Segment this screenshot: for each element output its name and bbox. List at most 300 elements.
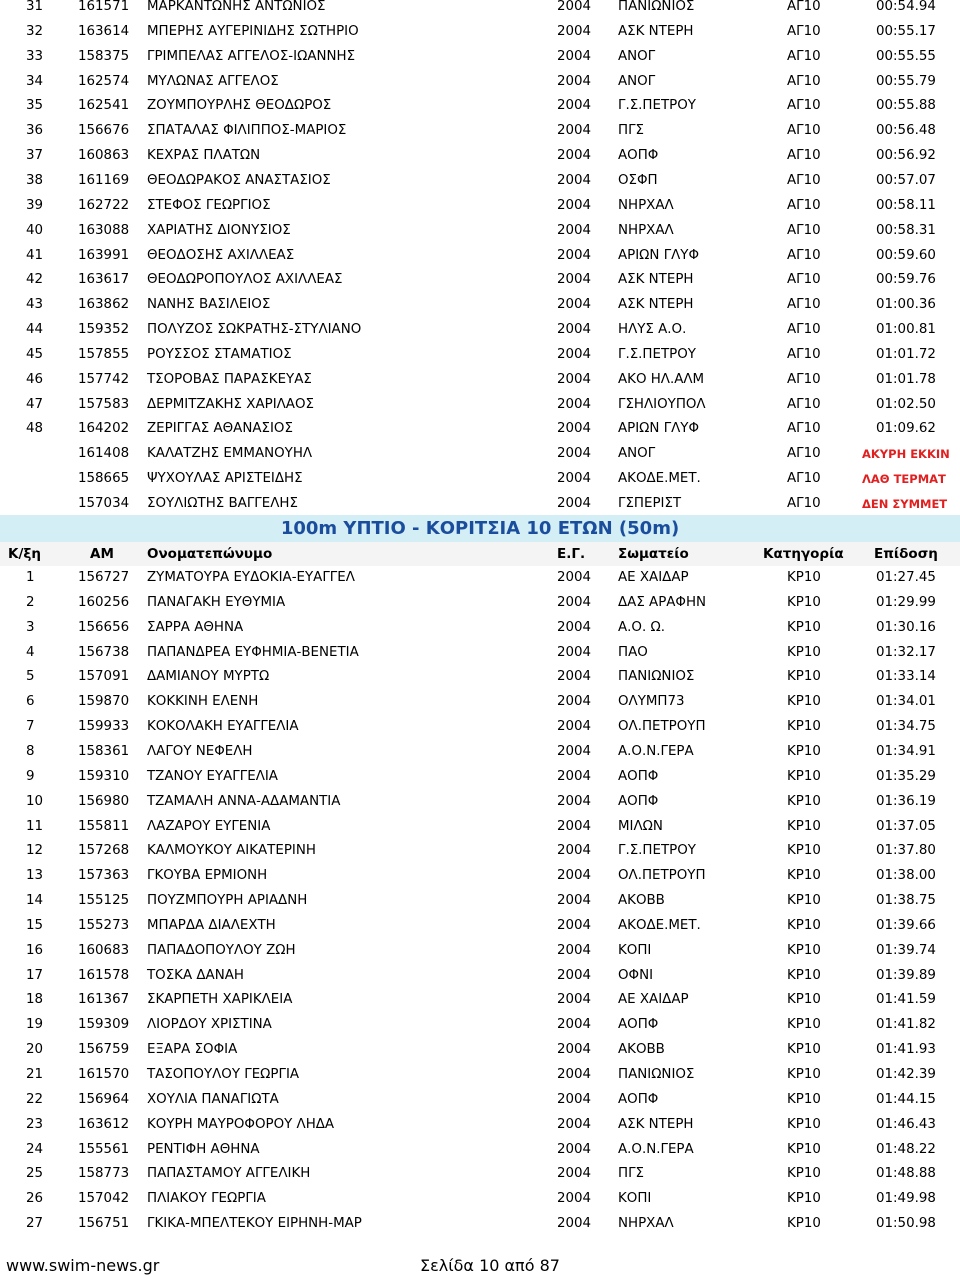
club-cell: ΓΣΗΛΙΟΥΠΟΛ <box>618 396 706 412</box>
name-cell: ΚΑΛΜΟΥΚΟΥ ΑΙΚΑΤΕΡΙΝΗ <box>147 843 316 859</box>
time-cell: 00:54.94 <box>876 0 936 14</box>
rank-cell: 38 <box>26 172 44 188</box>
am-cell: 160683 <box>78 942 130 958</box>
year-cell: 2004 <box>557 743 592 759</box>
table-row <box>0 20 960 45</box>
table-row <box>0 94 960 119</box>
rank-cell: 11 <box>26 818 44 834</box>
am-cell: 157042 <box>78 1191 130 1207</box>
category-cell: ΚΡ10 <box>787 917 821 933</box>
rank-cell: 45 <box>26 346 44 362</box>
time-cell: 01:00.36 <box>876 297 936 313</box>
category-cell: ΑΓ10 <box>787 346 821 362</box>
category-cell: ΑΓ10 <box>787 247 821 263</box>
name-cell: ΚΑΛΑΤΖΗΣ ΕΜΜΑΝΟΥΗΛ <box>147 446 313 462</box>
time-cell: 01:49.98 <box>876 1191 936 1207</box>
name-cell: ΜΠΕΡΗΣ ΑΥΓΕΡΙΝΙΔΗΣ ΣΩΤΗΡΙΟ <box>147 23 359 39</box>
category-cell: ΚΡ10 <box>787 619 821 635</box>
category-cell: ΑΓ10 <box>787 371 821 387</box>
category-cell: ΑΓ10 <box>787 23 821 39</box>
name-cell: ΔΕΡΜΙΤΖΑΚΗΣ ΧΑΡΙΛΑΟΣ <box>147 396 314 412</box>
status-cell: ΛΑΘ ΤΕΡΜΑΤ <box>862 472 946 487</box>
name-cell: ΧΟΥΛΙΑ ΠΑΝΑΓΙΩΤΑ <box>147 1091 279 1107</box>
club-cell: ΟΛ.ΠΕΤΡΟΥΠ <box>618 868 706 884</box>
name-cell: ΠΛΙΑΚΟΥ ΓΕΩΡΓΙΑ <box>147 1191 266 1207</box>
table-row <box>0 417 960 442</box>
rank-cell: 15 <box>26 917 44 933</box>
am-cell: 155561 <box>78 1141 130 1157</box>
am-cell: 157091 <box>78 669 130 685</box>
time-cell: 01:39.89 <box>876 967 936 983</box>
year-cell: 2004 <box>557 768 592 784</box>
name-cell: ΘΕΟΔΩΡΟΠΟΥΛΟΣ ΑΧΙΛΛΕΑΣ <box>147 272 343 288</box>
name-cell: ΘΕΟΔΟΣΗΣ ΑΧΙΛΛΕΑΣ <box>147 247 295 263</box>
club-cell: Α.Ο.Ν.ΓΕΡΑ <box>618 743 694 759</box>
am-cell: 162574 <box>78 73 130 89</box>
category-cell: ΚΡ10 <box>787 743 821 759</box>
rank-cell: 14 <box>26 893 44 909</box>
club-cell: ΑΝΟΓ <box>618 73 656 89</box>
club-cell: ΑΚΟ ΗΛ.ΑΛΜ <box>618 371 705 387</box>
category-cell: ΑΓ10 <box>787 48 821 64</box>
year-cell: 2004 <box>557 23 592 39</box>
club-cell: ΝΗΡΧΑΛ <box>618 222 674 238</box>
table-row <box>0 1187 960 1212</box>
category-cell: ΑΓ10 <box>787 98 821 114</box>
club-cell: ΑΟΠΦ <box>618 768 659 784</box>
time-cell: 01:37.05 <box>876 818 936 834</box>
category-cell: ΚΡ10 <box>787 893 821 909</box>
table-row <box>0 442 960 467</box>
year-cell: 2004 <box>557 98 592 114</box>
category-cell: ΚΡ10 <box>787 669 821 685</box>
year-cell: 2004 <box>557 967 592 983</box>
table-row <box>0 244 960 269</box>
rank-cell: 34 <box>26 73 44 89</box>
time-cell: 01:34.01 <box>876 694 936 710</box>
category-cell: ΑΓ10 <box>787 172 821 188</box>
name-cell: ΚΟΚΟΛΑΚΗ ΕΥΑΓΓΕΛΙΑ <box>147 719 299 735</box>
club-cell: ΝΗΡΧΑΛ <box>618 1216 674 1232</box>
category-cell: ΑΓ10 <box>787 471 821 487</box>
am-cell: 156738 <box>78 644 130 660</box>
club-cell: ΠΓΣ <box>618 123 644 139</box>
name-cell: ΓΚΟΥΒΑ ΕΡΜΙΟΝΗ <box>147 868 268 884</box>
time-cell: 01:33.14 <box>876 669 936 685</box>
table-row <box>0 1013 960 1038</box>
name-cell: ΠΑΠΑΔΟΠΟΥΛΟΥ ΖΩΗ <box>147 942 296 958</box>
rank-cell: 2 <box>26 594 35 610</box>
name-cell: ΜΑΡΚΑΝΤΩΝΗΣ ΑΝΤΩΝΙΟΣ <box>147 0 326 14</box>
table-row <box>0 144 960 169</box>
rank-cell: 27 <box>26 1216 44 1232</box>
year-cell: 2004 <box>557 272 592 288</box>
club-cell: ΟΦΝΙ <box>618 967 654 983</box>
am-cell: 163991 <box>78 247 130 263</box>
category-cell: ΚΡ10 <box>787 1191 821 1207</box>
time-cell: 01:34.75 <box>876 719 936 735</box>
rank-cell: 47 <box>26 396 44 412</box>
name-cell: ΝΑΝΗΣ ΒΑΣΙΛΕΙΟΣ <box>147 297 271 313</box>
time-cell: 01:39.66 <box>876 917 936 933</box>
am-cell: 157363 <box>78 868 130 884</box>
table-row <box>0 1038 960 1063</box>
table-row <box>0 815 960 840</box>
club-cell: ΑΡΙΩΝ ΓΛΥΦ <box>618 247 700 263</box>
table-row <box>0 1063 960 1088</box>
time-cell: 01:35.29 <box>876 768 936 784</box>
rank-cell: 20 <box>26 1042 44 1058</box>
name-cell: ΠΑΠΑΝΔΡΕΑ ΕΥΦΗΜΙΑ-ΒΕΝΕΤΙΑ <box>147 644 359 660</box>
year-cell: 2004 <box>557 421 592 437</box>
time-cell: 01:46.43 <box>876 1116 936 1132</box>
category-cell: ΑΓ10 <box>787 496 821 511</box>
header-time: Επίδοση <box>874 546 938 562</box>
category-cell: ΑΓ10 <box>787 446 821 462</box>
time-cell: 01:41.59 <box>876 992 936 1008</box>
rank-cell: 13 <box>26 868 44 884</box>
am-cell: 160256 <box>78 594 130 610</box>
category-cell: ΑΓ10 <box>787 396 821 412</box>
time-cell: 00:55.79 <box>876 73 936 89</box>
table-row <box>0 665 960 690</box>
category-cell: ΚΡ10 <box>787 942 821 958</box>
time-cell: 00:56.92 <box>876 148 936 164</box>
am-cell: 157855 <box>78 346 130 362</box>
rank-cell: 37 <box>26 148 44 164</box>
club-cell: ΑΟΠΦ <box>618 1017 659 1033</box>
club-cell: ΑΣΚ ΝΤΕΡΗ <box>618 297 694 313</box>
am-cell: 156759 <box>78 1042 130 1058</box>
year-cell: 2004 <box>557 644 592 660</box>
club-cell: ΗΛΥΣ Α.Ο. <box>618 322 687 338</box>
club-cell: ΑΟΠΦ <box>618 793 659 809</box>
category-cell: ΚΡ10 <box>787 1141 821 1157</box>
am-cell: 159309 <box>78 1017 130 1033</box>
rank-cell: 6 <box>26 694 35 710</box>
club-cell: ΜΙΛΩΝ <box>618 818 663 834</box>
category-cell: ΑΓ10 <box>787 272 821 288</box>
name-cell: ΛΑΓΟΥ ΝΕΦΕΛΗ <box>147 743 253 759</box>
club-cell: Α.Ο.Ν.ΓΕΡΑ <box>618 1141 694 1157</box>
table-row <box>0 194 960 219</box>
time-cell: 01:02.50 <box>876 396 936 412</box>
year-cell: 2004 <box>557 222 592 238</box>
am-cell: 160863 <box>78 148 130 164</box>
table-row <box>0 889 960 914</box>
rank-cell: 7 <box>26 719 35 735</box>
time-cell: 01:48.22 <box>876 1141 936 1157</box>
category-cell: ΚΡ10 <box>787 694 821 710</box>
time-cell: 01:00.81 <box>876 322 936 338</box>
time-cell: 01:50.98 <box>876 1216 936 1232</box>
category-cell: ΚΡ10 <box>787 992 821 1008</box>
table-row <box>0 45 960 70</box>
am-cell: 156964 <box>78 1091 130 1107</box>
am-cell: 158361 <box>78 743 130 759</box>
club-cell: ΠΑΝΙΩΝΙΟΣ <box>618 669 695 685</box>
category-cell: ΑΓ10 <box>787 197 821 213</box>
year-cell: 2004 <box>557 396 592 412</box>
event-title: 100m ΥΠΤΙΟ - ΚΟΡΙΤΣΙΑ 10 ΕΤΩΝ (50m) <box>0 515 960 543</box>
rank-cell: 12 <box>26 843 44 859</box>
table-row <box>0 988 960 1013</box>
rank-cell: 40 <box>26 222 44 238</box>
year-cell: 2004 <box>557 148 592 164</box>
table-row <box>0 641 960 666</box>
am-cell: 164202 <box>78 421 130 437</box>
rank-cell: 44 <box>26 322 44 338</box>
rank-cell: 39 <box>26 197 44 213</box>
am-cell: 162722 <box>78 197 130 213</box>
club-cell: ΚΟΠΙ <box>618 942 652 958</box>
am-cell: 158773 <box>78 1166 130 1182</box>
name-cell: ΠΟΥΖΜΠΟΥΡΗ ΑΡΙΑΔΝΗ <box>147 893 308 909</box>
club-cell: ΑΟΠΦ <box>618 148 659 164</box>
table-row <box>0 119 960 144</box>
name-cell: ΣΑΡΡΑ ΑΘΗΝΑ <box>147 619 244 635</box>
name-cell: ΠΟΛΥΖΟΣ ΣΩΚΡΑΤΗΣ-ΣΤΥΛΙΑΝΟ <box>147 322 362 338</box>
category-cell: ΚΡ10 <box>787 1116 821 1132</box>
am-cell: 163617 <box>78 272 130 288</box>
name-cell: ΧΑΡΙΑΤΗΣ ΔΙΟΝΥΣΙΟΣ <box>147 222 291 238</box>
table-row <box>0 715 960 740</box>
time-cell: 01:41.82 <box>876 1017 936 1033</box>
name-cell: ΤΖΑΜΑΛΗ ΑΝΝΑ-ΑΔΑΜΑΝΤΙΑ <box>147 793 341 809</box>
club-cell: ΑΝΟΓ <box>618 446 656 462</box>
year-cell: 2004 <box>557 893 592 909</box>
name-cell: ΓΡΙΜΠΕΛΑΣ ΑΓΓΕΛΟΣ-ΙΩΑΝΝΗΣ <box>147 48 356 64</box>
year-cell: 2004 <box>557 123 592 139</box>
time-cell: 00:58.31 <box>876 222 936 238</box>
header-am: ΑΜ <box>90 546 114 562</box>
club-cell: ΟΣΦΠ <box>618 172 658 188</box>
name-cell: ΨΥΧΟΥΛΑΣ ΑΡΙΣΤΕΙΔΗΣ <box>147 471 303 487</box>
am-cell: 158375 <box>78 48 130 64</box>
time-cell: 01:39.74 <box>876 942 936 958</box>
name-cell: ΕΞΑΡΑ ΣΟΦΙΑ <box>147 1042 238 1058</box>
club-cell: ΑΚΟΔΕ.ΜΕΤ. <box>618 471 701 487</box>
category-cell: ΚΡ10 <box>787 967 821 983</box>
year-cell: 2004 <box>557 73 592 89</box>
name-cell: ΠΑΝΑΓΑΚΗ ΕΥΘΥΜΙΑ <box>147 594 286 610</box>
name-cell: ΤΑΣΟΠΟΥΛΟΥ ΓΕΩΡΓΙΑ <box>147 1067 300 1082</box>
table-row <box>0 169 960 194</box>
table-row <box>0 1162 960 1187</box>
am-cell: 163614 <box>78 23 130 39</box>
year-cell: 2004 <box>557 1116 592 1132</box>
name-cell: ΠΑΠΑΣΤΑΜΟΥ ΑΓΓΕΛΙΚΗ <box>147 1166 311 1182</box>
time-cell: 00:55.88 <box>876 98 936 114</box>
rank-cell: 10 <box>26 793 44 809</box>
table-row <box>0 939 960 964</box>
year-cell: 2004 <box>557 818 592 834</box>
year-cell: 2004 <box>557 942 592 958</box>
table-row <box>0 566 960 591</box>
am-cell: 156676 <box>78 123 130 139</box>
rank-cell: 41 <box>26 247 44 263</box>
table-row <box>0 740 960 765</box>
am-cell: 157268 <box>78 843 130 859</box>
year-cell: 2004 <box>557 570 592 585</box>
name-cell: ΖΥΜΑΤΟΥΡΑ ΕΥΔΟΚΙΑ-ΕΥΑΓΓΕΛ <box>147 570 355 585</box>
category-cell: ΚΡ10 <box>787 1091 821 1107</box>
rank-cell: 31 <box>26 0 44 14</box>
name-cell: ΣΚΑΡΠΕΤΗ ΧΑΡΙΚΛΕΙΑ <box>147 992 293 1008</box>
category-cell: ΚΡ10 <box>787 868 821 884</box>
table-row <box>0 318 960 343</box>
name-cell: ΚΟΚΚΙΝΗ ΕΛΕΝΗ <box>147 694 259 710</box>
year-cell: 2004 <box>557 793 592 809</box>
am-cell: 156656 <box>78 619 130 635</box>
am-cell: 159310 <box>78 768 130 784</box>
name-cell: ΖΟΥΜΠΟΥΡΛΗΣ ΘΕΟΔΩΡΟΣ <box>147 98 332 114</box>
club-cell: ΑΕ ΧΑΙΔΑΡ <box>618 992 689 1008</box>
am-cell: 163612 <box>78 1116 130 1132</box>
year-cell: 2004 <box>557 48 592 64</box>
rank-cell: 23 <box>26 1116 44 1132</box>
year-cell: 2004 <box>557 1166 592 1182</box>
name-cell: ΚΟΥΡΗ ΜΑΥΡΟΦΟΡΟΥ ΛΗΔΑ <box>147 1116 335 1132</box>
category-cell: ΑΓ10 <box>787 0 821 14</box>
table-row <box>0 268 960 293</box>
time-cell: 01:01.78 <box>876 371 936 387</box>
table-row <box>0 690 960 715</box>
time-cell: 00:58.11 <box>876 197 936 213</box>
year-cell: 2004 <box>557 346 592 362</box>
table-row <box>0 368 960 393</box>
year-cell: 2004 <box>557 471 592 487</box>
am-cell: 163088 <box>78 222 130 238</box>
year-cell: 2004 <box>557 1216 592 1232</box>
header-club: Σωματείο <box>618 546 689 562</box>
rank-cell: 33 <box>26 48 44 64</box>
am-cell: 159870 <box>78 694 130 710</box>
am-cell: 159933 <box>78 719 130 735</box>
year-cell: 2004 <box>557 247 592 263</box>
club-cell: ΑΚΟΒΒ <box>618 893 665 909</box>
year-cell: 2004 <box>557 172 592 188</box>
category-cell: ΚΡ10 <box>787 1017 821 1033</box>
category-cell: ΚΡ10 <box>787 594 821 610</box>
club-cell: ΑΟΠΦ <box>618 1091 659 1107</box>
year-cell: 2004 <box>557 496 592 511</box>
time-cell: 01:27.45 <box>876 570 936 585</box>
club-cell: ΠΑΝΙΩΝΙΟΣ <box>618 0 695 14</box>
time-cell: 00:59.60 <box>876 247 936 263</box>
rank-cell: 1 <box>26 570 35 585</box>
time-cell: 01:32.17 <box>876 644 936 660</box>
rank-cell: 3 <box>26 619 35 635</box>
year-cell: 2004 <box>557 0 592 14</box>
rank-cell: 26 <box>26 1191 44 1207</box>
category-cell: ΚΡ10 <box>787 1042 821 1058</box>
category-cell: ΑΓ10 <box>787 297 821 313</box>
club-cell: Γ.Σ.ΠΕΤΡΟΥ <box>618 98 696 114</box>
name-cell: ΤΖΑΝΟΥ ΕΥΑΓΓΕΛΙΑ <box>147 768 278 784</box>
time-cell: 00:56.48 <box>876 123 936 139</box>
year-cell: 2004 <box>557 619 592 635</box>
am-cell: 156751 <box>78 1216 130 1232</box>
year-cell: 2004 <box>557 1091 592 1107</box>
rank-cell: 22 <box>26 1091 44 1107</box>
year-cell: 2004 <box>557 297 592 313</box>
rank-cell: 36 <box>26 123 44 139</box>
table-row <box>0 964 960 989</box>
am-cell: 157034 <box>78 496 130 511</box>
category-cell: ΚΡ10 <box>787 793 821 809</box>
footer-site[interactable]: www.swim-news.gr <box>6 1256 160 1275</box>
name-cell: ΤΟΣΚΑ ΔΑΝΑΗ <box>147 967 244 983</box>
name-cell: ΡΟΥΣΣΟΣ ΣΤΑΜΑΤΙΟΣ <box>147 346 292 362</box>
rank-cell: 25 <box>26 1166 44 1182</box>
category-cell: ΚΡ10 <box>787 1067 821 1082</box>
time-cell: 01:37.80 <box>876 843 936 859</box>
category-cell: ΚΡ10 <box>787 843 821 859</box>
category-cell: ΑΓ10 <box>787 123 821 139</box>
table-row <box>0 914 960 939</box>
name-cell: ΓΚΙΚΑ-ΜΠΕΛΤΕΚΟΥ ΕΙΡΗΝΗ-ΜΑΡ <box>147 1216 362 1232</box>
header-year: Ε.Γ. <box>557 546 586 562</box>
table-row <box>0 219 960 244</box>
rank-cell: 4 <box>26 644 35 660</box>
am-cell: 159352 <box>78 322 130 338</box>
club-cell: ΟΛ.ΠΕΤΡΟΥΠ <box>618 719 706 735</box>
time-cell: 01:30.16 <box>876 619 936 635</box>
club-cell: ΝΗΡΧΑΛ <box>618 197 674 213</box>
am-cell: 162541 <box>78 98 130 114</box>
year-cell: 2004 <box>557 843 592 859</box>
club-cell: ΔΑΣ ΑΡΑΦΗΝ <box>618 594 707 610</box>
name-cell: ΜΠΑΡΔΑ ΔΙΑΛΕΧΤΗ <box>147 917 276 933</box>
table-row <box>0 343 960 368</box>
rank-cell: 18 <box>26 992 44 1008</box>
category-cell: ΑΓ10 <box>787 421 821 437</box>
name-cell: ΜΥΛΩΝΑΣ ΑΓΓΕΛΟΣ <box>147 73 279 89</box>
category-cell: ΚΡ10 <box>787 818 821 834</box>
category-cell: ΚΡ10 <box>787 719 821 735</box>
category-cell: ΚΡ10 <box>787 1166 821 1182</box>
am-cell: 163862 <box>78 297 130 313</box>
name-cell: ΔΑΜΙΑΝΟΥ ΜΥΡΤΩ <box>147 669 270 685</box>
am-cell: 156727 <box>78 570 130 585</box>
am-cell: 158665 <box>78 471 130 487</box>
status-cell: ΔΕΝ ΣΥΜΜΕΤ <box>862 497 948 511</box>
am-cell: 157583 <box>78 396 130 412</box>
time-cell: 01:29.99 <box>876 594 936 610</box>
year-cell: 2004 <box>557 1067 592 1082</box>
rank-cell: 21 <box>26 1067 44 1082</box>
am-cell: 161571 <box>78 0 130 14</box>
am-cell: 157742 <box>78 371 130 387</box>
time-cell: 00:57.07 <box>876 172 936 188</box>
table-row <box>0 1138 960 1163</box>
year-cell: 2004 <box>557 594 592 610</box>
category-cell: ΑΓ10 <box>787 222 821 238</box>
rank-cell: 17 <box>26 967 44 983</box>
status-cell: ΑΚΥΡΗ ΕΚΚΙΝ <box>862 447 950 462</box>
rank-cell: 48 <box>26 421 44 437</box>
time-cell: 00:55.17 <box>876 23 936 39</box>
table-row <box>0 864 960 889</box>
am-cell: 155125 <box>78 893 130 909</box>
name-cell: ΚΕΧΡΑΣ ΠΛΑΤΩΝ <box>147 148 261 164</box>
am-cell: 155811 <box>78 818 130 834</box>
name-cell: ΤΣΟΡΟΒΑΣ ΠΑΡΑΣΚΕΥΑΣ <box>147 371 312 387</box>
year-cell: 2004 <box>557 669 592 685</box>
table-row <box>0 616 960 641</box>
year-cell: 2004 <box>557 1141 592 1157</box>
